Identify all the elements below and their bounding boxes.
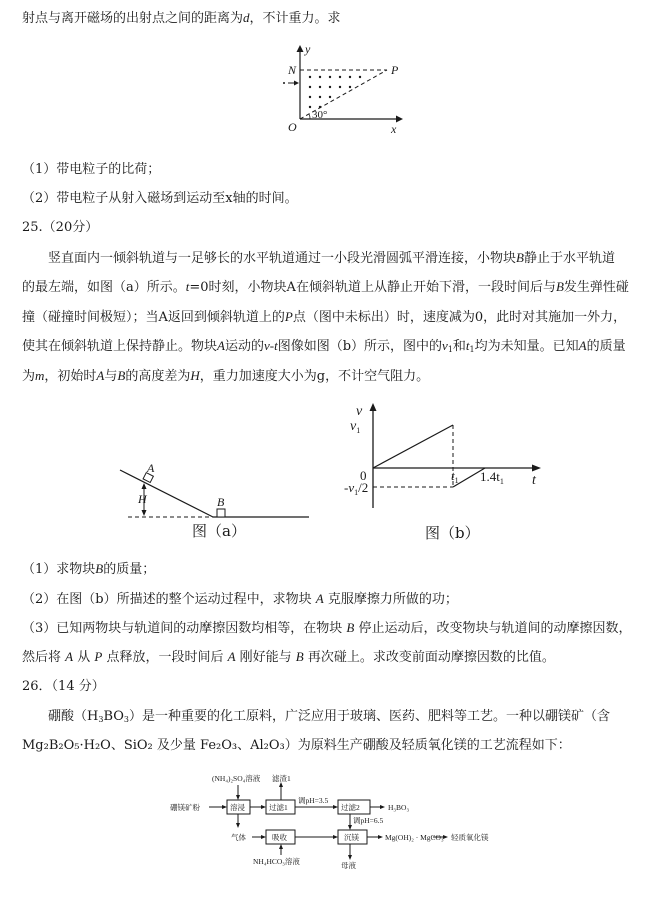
figure-a-caption: 图（a） [192, 522, 246, 540]
text: （2）在图（b）所描述的整个运动过程中，求物块 [22, 592, 316, 607]
label-ph2: 调pH=6.5 [353, 816, 384, 825]
text: =0时刻，小物块A在倾斜轨道上从静止开始下滑，一段时间后与 [189, 280, 556, 295]
var-vt: v-t [263, 338, 278, 353]
label-P: P [391, 63, 399, 77]
label-H: H [138, 492, 147, 506]
text: 均为未知量。已知 [474, 339, 579, 354]
var-v1: v [442, 338, 448, 353]
text: 使其在倾斜轨道上保持静止。物块 [22, 339, 218, 354]
q25-sub3-line1 [22, 620, 632, 637]
label-reagent1: (NH₄)₂SO₄溶液 [212, 774, 261, 783]
var-B: B [555, 279, 564, 294]
text: 然后将 [22, 650, 66, 665]
q25-sub3-line2 [22, 649, 555, 666]
incline-track [120, 470, 213, 517]
text: 再次碰上。求改变前面动摩擦因数的比值。 [303, 650, 555, 665]
process-flowchart [160, 765, 560, 880]
label-A: A [147, 461, 155, 475]
q25-sub2 [22, 591, 458, 608]
var-t1: t [465, 338, 470, 353]
text: ，重力加速度大小为g，不计空气阻力。 [199, 369, 430, 384]
subscript: 1 [469, 345, 475, 354]
q24-intro-line [22, 10, 341, 27]
text: 从 [73, 650, 95, 665]
label-filter1: 过滤1 [269, 803, 288, 812]
label-filter2: 过滤2 [341, 803, 360, 812]
label-mother: 母液 [341, 861, 356, 870]
text: 图像如图（b）所示，图中的 [277, 339, 443, 354]
subscript: 3 [123, 715, 129, 724]
text: 和 [452, 339, 466, 354]
text: 硼酸（H [48, 709, 99, 724]
label-neg-v1-half: $-v_1/2$ [344, 480, 369, 497]
var-A: A [578, 338, 587, 353]
var-A: A [65, 649, 74, 664]
text: 运动的 [224, 339, 264, 354]
t-axis-arrow-icon [532, 465, 541, 472]
label-absorb: 吸收 [272, 833, 287, 842]
text: 的质量； [103, 562, 156, 577]
field-dots [309, 76, 361, 108]
text: 竖直面内一倾斜轨道与一足够长的水平轨道通过一小段光滑圆弧平滑连接，小物块 [48, 251, 517, 266]
var-A: A [315, 591, 324, 606]
text: 停止运动后，改变物块与轨道间的动摩擦因数， [354, 621, 632, 636]
label-dissolve: 溶浸 [230, 803, 245, 812]
label-product1: H₃BO₃ [388, 803, 410, 812]
x-axis-arrow-icon [396, 116, 403, 123]
label-precip: 沉镁 [344, 833, 359, 842]
label-gas: 气体 [231, 833, 246, 842]
v-axis-arrow-icon [370, 403, 377, 411]
var-P: P [284, 309, 293, 324]
q25-header: 25.（20分） [22, 220, 99, 235]
var-d: d [243, 10, 250, 25]
text: （3）已知两物块与轨道间的动摩擦因数均相等，在物块 [22, 621, 347, 636]
label-y: y [305, 42, 311, 56]
flow-arrow-icons [222, 782, 448, 860]
q24-sub2: （2）带电粒子从射入磁场到运动至x轴的时间。 [22, 191, 298, 206]
text: 的质量 [586, 339, 626, 354]
label-t: t [532, 473, 536, 488]
label-O: O [288, 120, 297, 134]
q25-para-line1 [48, 250, 615, 267]
var-A: A [96, 368, 105, 383]
text: ，不计重力。求 [249, 11, 341, 26]
text: 射点与离开磁场的出射点之间的距离为 [22, 11, 244, 26]
var-P: P [94, 649, 103, 664]
var-t: t [185, 279, 190, 294]
q25-para-line2 [22, 279, 629, 296]
text: （1）求物块 [22, 562, 96, 577]
text: 克服摩擦力所做的功； [323, 592, 458, 607]
label-product2: Mg(OH)₂ · MgCO₃ [385, 833, 444, 842]
incident-arrow-icon [294, 81, 299, 86]
text: 撞（碰撞时间极短）；当A返回到倾斜轨道上的 [22, 310, 285, 325]
label-reagent2: NH₄HCO₃溶液 [253, 857, 300, 866]
var-A: A [217, 338, 225, 353]
text: ）是一种重要的化工原料，广泛应用于玻璃、医药、肥料等工艺。一种以硼镁矿（含 [128, 709, 610, 724]
label-product3: 轻质氧化镁 [451, 833, 489, 842]
figure-b-caption: 图（b） [425, 524, 480, 542]
var-B: B [516, 250, 524, 265]
var-A: A [227, 649, 236, 664]
label-x: x [391, 122, 397, 136]
q25-sub1 [22, 561, 155, 578]
q25-para-line4 [22, 338, 626, 355]
y-axis-arrow-icon [297, 45, 304, 52]
label-raw: 硼镁矿粉 [170, 803, 200, 812]
text: 的高度差为 [125, 369, 191, 384]
q26-para-line1 [48, 709, 610, 725]
label-zero: 0 [360, 468, 367, 483]
text: 为 [22, 369, 36, 384]
subscript: 1 [447, 345, 453, 354]
block-B [217, 509, 225, 517]
text: 静止于水平轨道 [523, 251, 615, 266]
text: ，初始时 [44, 369, 97, 384]
var-H: H [190, 368, 200, 383]
label-1.4t1: $1.4t_1$ [480, 469, 504, 486]
label-angle: 30° [312, 109, 328, 121]
text: 与 [104, 369, 118, 384]
label-residue1: 滤渣1 [272, 774, 291, 783]
var-B: B [346, 620, 355, 635]
label-v1: $v_1$ [350, 419, 361, 435]
segment-accelerate [373, 425, 453, 468]
subscript: 3 [98, 715, 104, 724]
q25-para-line3 [22, 309, 626, 326]
var-B: B [95, 561, 104, 576]
text: BO [103, 709, 124, 724]
label-B: B [217, 495, 225, 509]
text: 点（图中未标出）时，速度减为0，此时对其施加一外力， [292, 310, 627, 325]
text: 的最左端，如图（a）所示。 [22, 280, 186, 295]
arrow-up-icon [142, 483, 147, 489]
q26-header: 26．（14 分） [22, 679, 105, 694]
arrow-down-icon [142, 510, 147, 516]
text: 点释放，一段时间后 [102, 650, 228, 665]
text: 刚好能与 [235, 650, 296, 665]
q24-sub1: （1）带电粒子的比荷； [22, 162, 161, 177]
var-B: B [117, 368, 126, 383]
var-m: m [35, 368, 45, 383]
label-ph1: 调pH=3.5 [298, 796, 329, 805]
label-N: N [288, 63, 297, 77]
text: 发生弹性碰 [563, 280, 629, 295]
label-t1: $t_1$ [451, 468, 459, 485]
figure-magnetic-field [260, 40, 410, 140]
q26-para-line2: Mg₂B₂O₅·H₂O、SiO₂ 及少量 Fe₂O₃、Al₂O₃）为原料生产硼酸及轻质氧化镁的工艺流程如下： [22, 738, 571, 753]
label-v: v [356, 404, 363, 419]
var-B: B [295, 649, 304, 664]
